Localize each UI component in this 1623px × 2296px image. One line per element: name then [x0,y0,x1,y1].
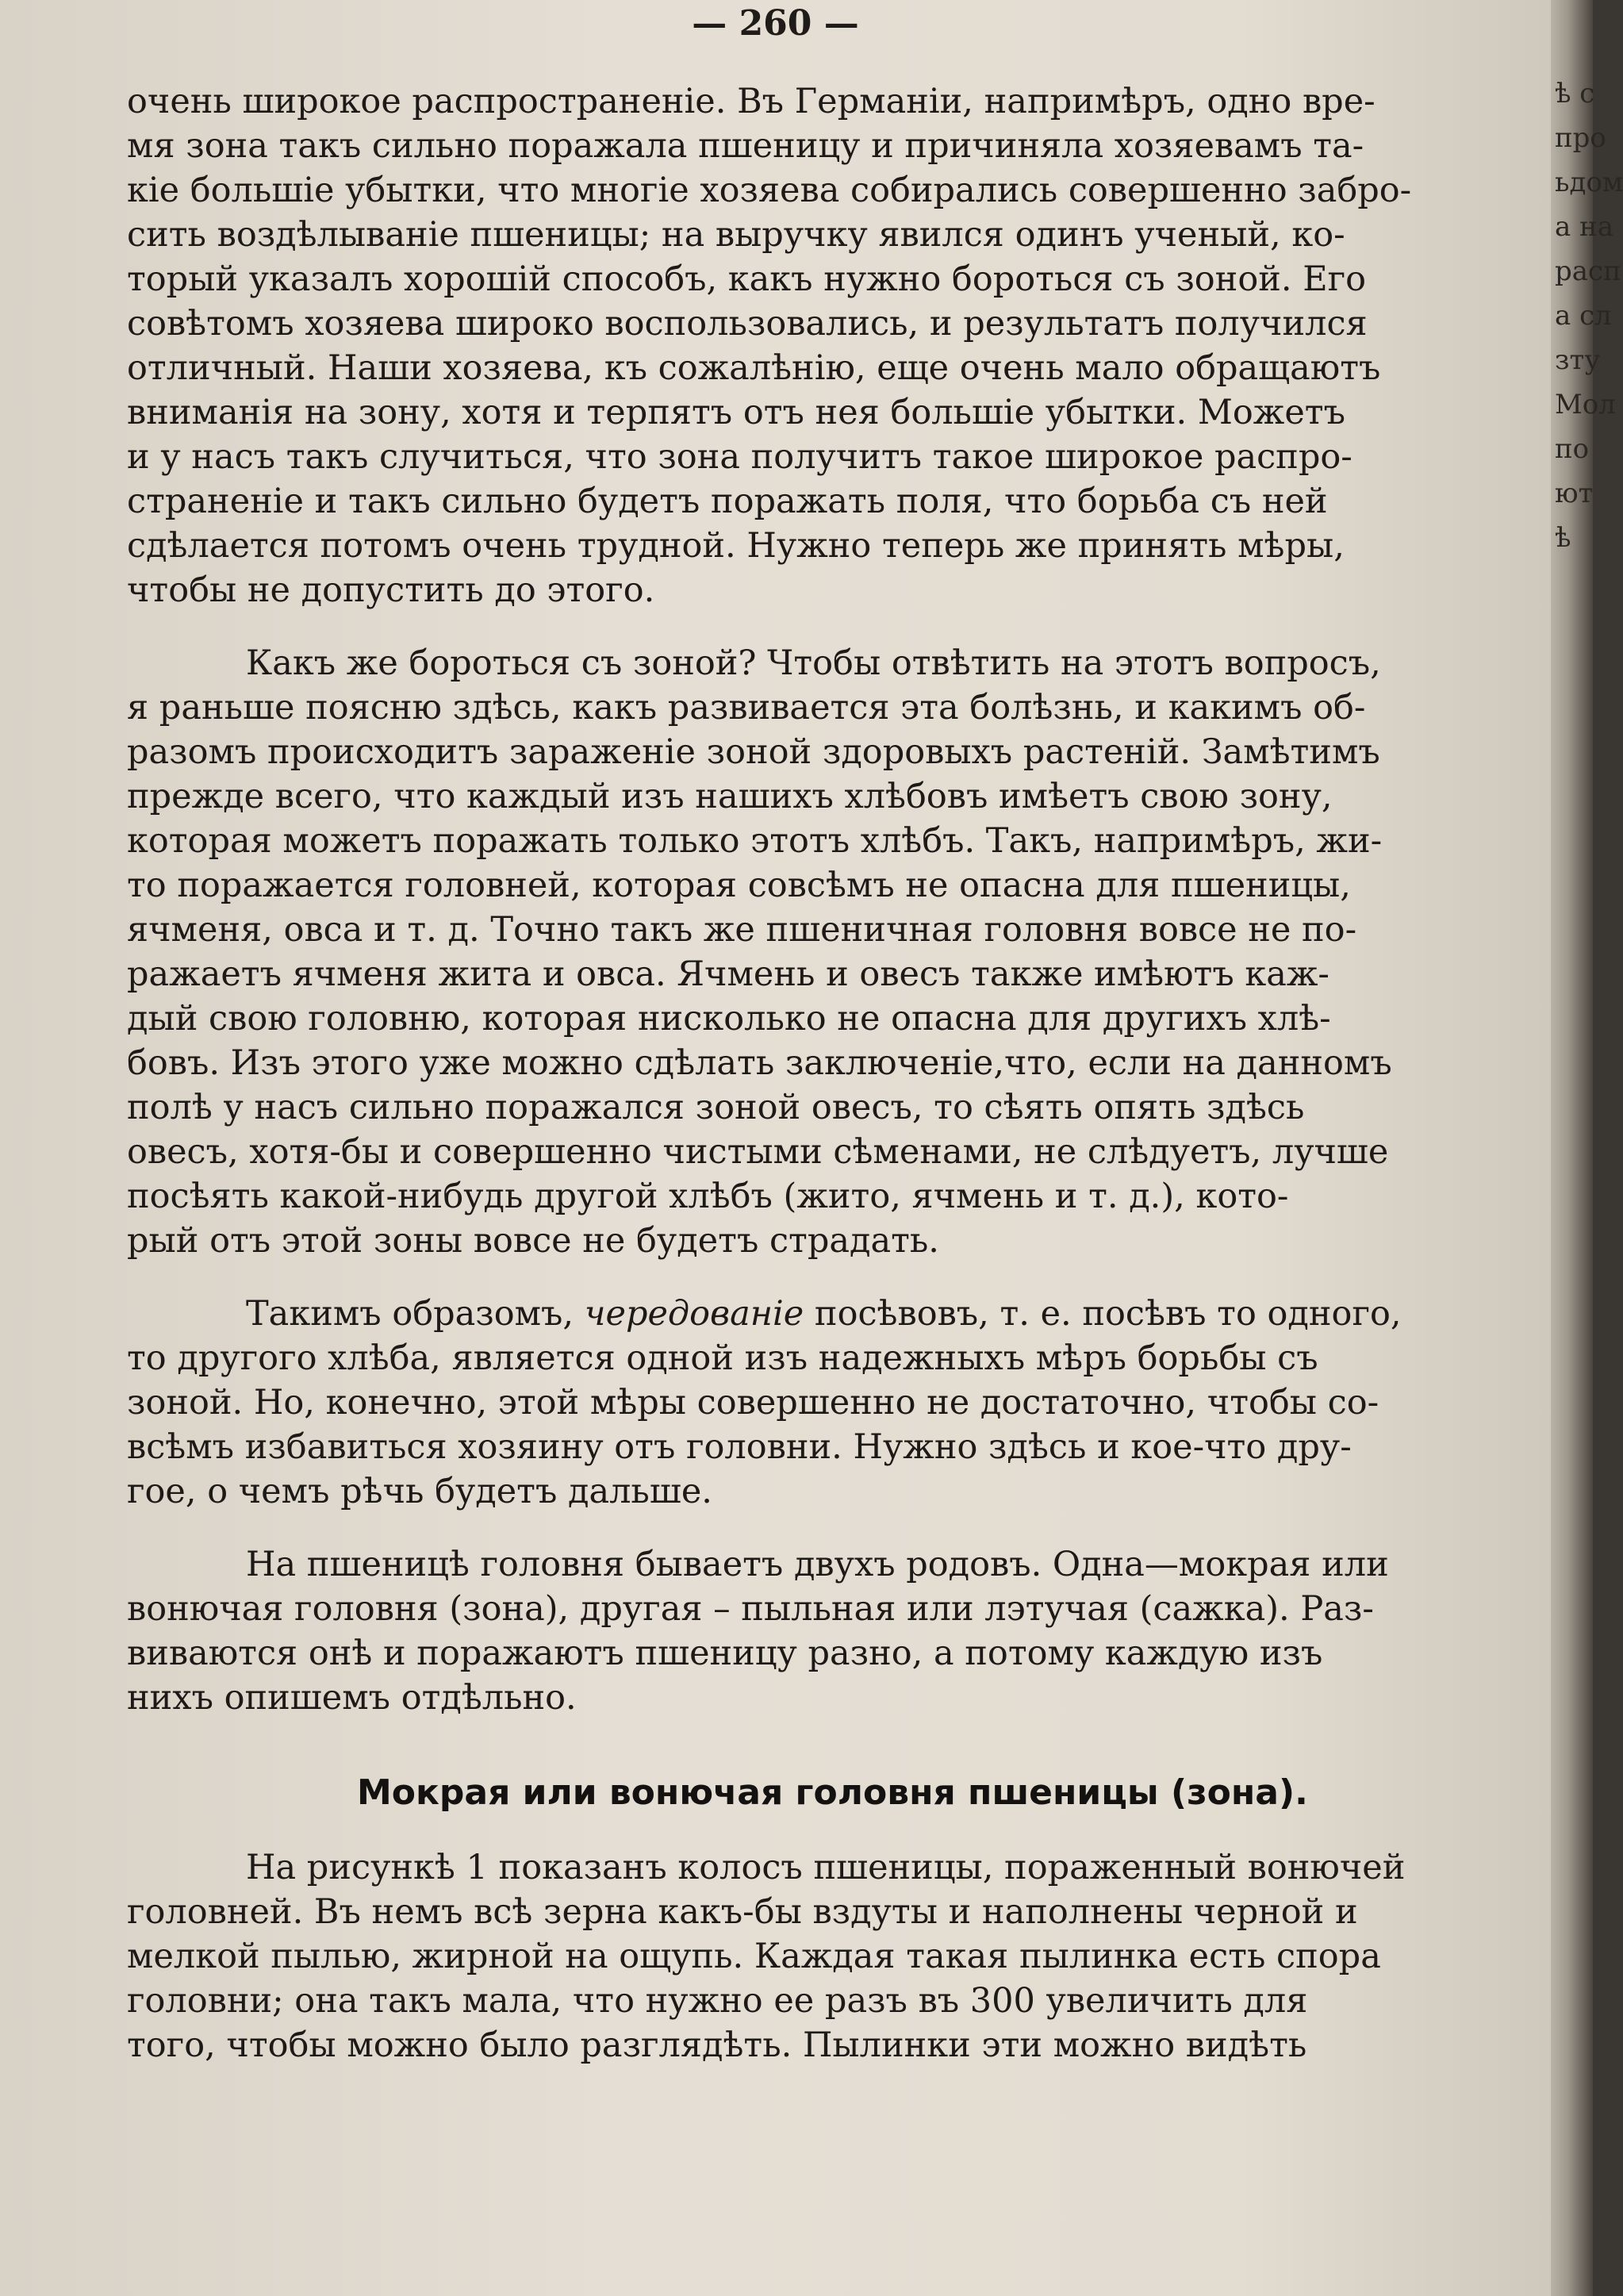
text-line: страненіе и такъ сильно будетъ поражать поля, что борьба съ ней [127,482,1328,521]
text-line: овесъ, хотя-бы и совершенно чистыми сѣменами, не слѣдуетъ, лучше [127,1132,1389,1172]
text-line: чтобы не допустить до этого. [127,570,655,610]
edge-fragment: а на [1555,211,1614,243]
text-line: рый отъ этой зоны вовсе не будетъ страдать. [127,1221,939,1261]
text-line: то другого хлѣба, является одной изъ надежныхъ мѣръ борьбы съ [127,1338,1318,1378]
text-line: разомъ происходитъ зараженіе зоной здоровыхъ растеній. Замѣтимъ [127,732,1380,772]
text-line: мелкой пылью, жирной на ощупь. Каждая такая пылинка есть спора [127,1937,1381,1976]
edge-fragment: ѣ [1555,522,1571,554]
edge-fragment: Мол [1555,389,1616,420]
paragraph-2 [127,641,1555,1263]
text-fragment: посѣвовъ, т. е. посѣвъ то одного, [804,1294,1402,1334]
text-line: и у насъ такъ случиться, что зона получитъ такое широкое распро- [127,437,1352,477]
edge-fragment: про [1555,122,1606,154]
text-line: отличный. Наши хозяева, къ сожалѣнію, еще очень мало обращаютъ [127,348,1381,388]
text-line: всѣмъ избавиться хозяину отъ головни. Нужно здѣсь и кое-что дру- [127,1427,1352,1467]
edge-fragment: зту [1555,344,1601,376]
text-line: Какъ же бороться съ зоной? Чтобы отвѣтить на этотъ вопросъ, [246,643,1381,683]
text-line: которая можетъ поражать только этотъ хлѣбъ. Такъ, напримѣръ, жи- [127,821,1383,861]
text-line: головни; она такъ мала, что нужно ее разъ въ 300 увеличить для [127,1981,1308,2021]
text-line: сдѣлается потомъ очень трудной. Нужно теперь же принять мѣры, [127,526,1345,566]
text-line: очень широкое распространеніе. Въ Германіи, напримѣръ, одно вре- [127,82,1376,121]
edge-fragment: расп [1555,255,1621,287]
paragraph-5 [127,1845,1555,2068]
edge-fragment: ют [1555,478,1594,509]
section-heading: Мокрая или вонючая головня пшеницы (зона). [357,1772,1308,1813]
edge-fragment: по [1555,433,1590,465]
text-line: кіе большіе убытки, что многіе хозяева собирались совершенно забро- [127,171,1412,210]
text-fragment: Такимъ образомъ, [246,1294,585,1334]
text-line: сить воздѣлываніе пшеницы; на выручку явился одинъ ученый, ко- [127,215,1345,255]
text-line: то поражается головней, которая совсѣмъ не опасна для пшеницы, [127,866,1351,905]
paragraph-1 [127,79,1555,612]
page-number: — 260 — [692,3,859,44]
edge-fragment: ьдом [1555,167,1623,198]
text-line: вниманія на зону, хотя и терпятъ отъ нея большіе убытки. Можетъ [127,393,1345,432]
text-line: совѣтомъ хозяева широко воспользовались, и результатъ получился [127,304,1368,344]
text-line [127,1292,1555,1336]
text-line: вонючая головня (зона), другая – пыльная или лэтучая (сажка). Раз- [127,1589,1374,1629]
text-line: посѣять какой-нибудь другой хлѣбъ (жито, ячмень и т. д.), кото- [127,1177,1289,1216]
text-line: я раньше поясню здѣсь, какъ развивается эта болѣзнь, и какимъ об- [127,688,1366,728]
text-line: виваются онѣ и поражаютъ пшеницу разно, а потому каждую изъ [127,1634,1323,1673]
text-line: ражаетъ ячменя жита и овса. Ячмень и овесъ также имѣютъ каж- [127,954,1329,994]
text-line: торый указалъ хорошій способъ, какъ нужно бороться съ зоной. Его [127,259,1367,299]
text-line: ячменя, овса и т. д. Точно такъ же пшеничная головня вовсе не по- [127,910,1357,950]
text-line: бовъ. Изъ этого уже можно сдѣлать заключеніе,что, если на данномъ [127,1043,1392,1083]
text-line: полѣ у насъ сильно поражался зоной овесъ, то сѣять опять здѣсь [127,1088,1305,1127]
edge-fragment: ѣ с [1555,78,1595,109]
edge-fragment: а сл [1555,300,1612,332]
page-body [127,79,1555,2068]
text-line: На пшеницѣ головня бываетъ двухъ родовъ. Одна—мокрая или [246,1545,1389,1584]
paragraph-4 [127,1542,1555,1720]
paragraph-3 [127,1292,1555,1514]
text-line: гое, о чемъ рѣчь будетъ дальше. [127,1472,712,1511]
text-line: мя зона такъ сильно поражала пшеницу и причиняла хозяевамъ та- [127,126,1364,166]
text-line: прежде всего, что каждый изъ нашихъ хлѣбовъ имѣетъ свою зону, [127,777,1333,816]
text-line: На рисункѣ 1 показанъ колосъ пшеницы, пораженный вонючей [246,1848,1406,1887]
emphasized-term: чередованіе [584,1294,804,1334]
text-line: зоной. Но, конечно, этой мѣры совершенно не достаточно, чтобы со- [127,1383,1379,1423]
text-line: головней. Въ немъ всѣ зерна какъ-бы вздуты и наполнены черной и [127,1892,1358,1932]
text-line: дый свою головню, которая нисколько не опасна для другихъ хлѣ- [127,999,1331,1039]
text-line: нихъ опишемъ отдѣльно. [127,1678,577,1718]
next-page-text-fragments [1555,71,1623,560]
text-line: того, чтобы можно было разглядѣть. Пылинки эти можно видѣть [127,2025,1307,2065]
